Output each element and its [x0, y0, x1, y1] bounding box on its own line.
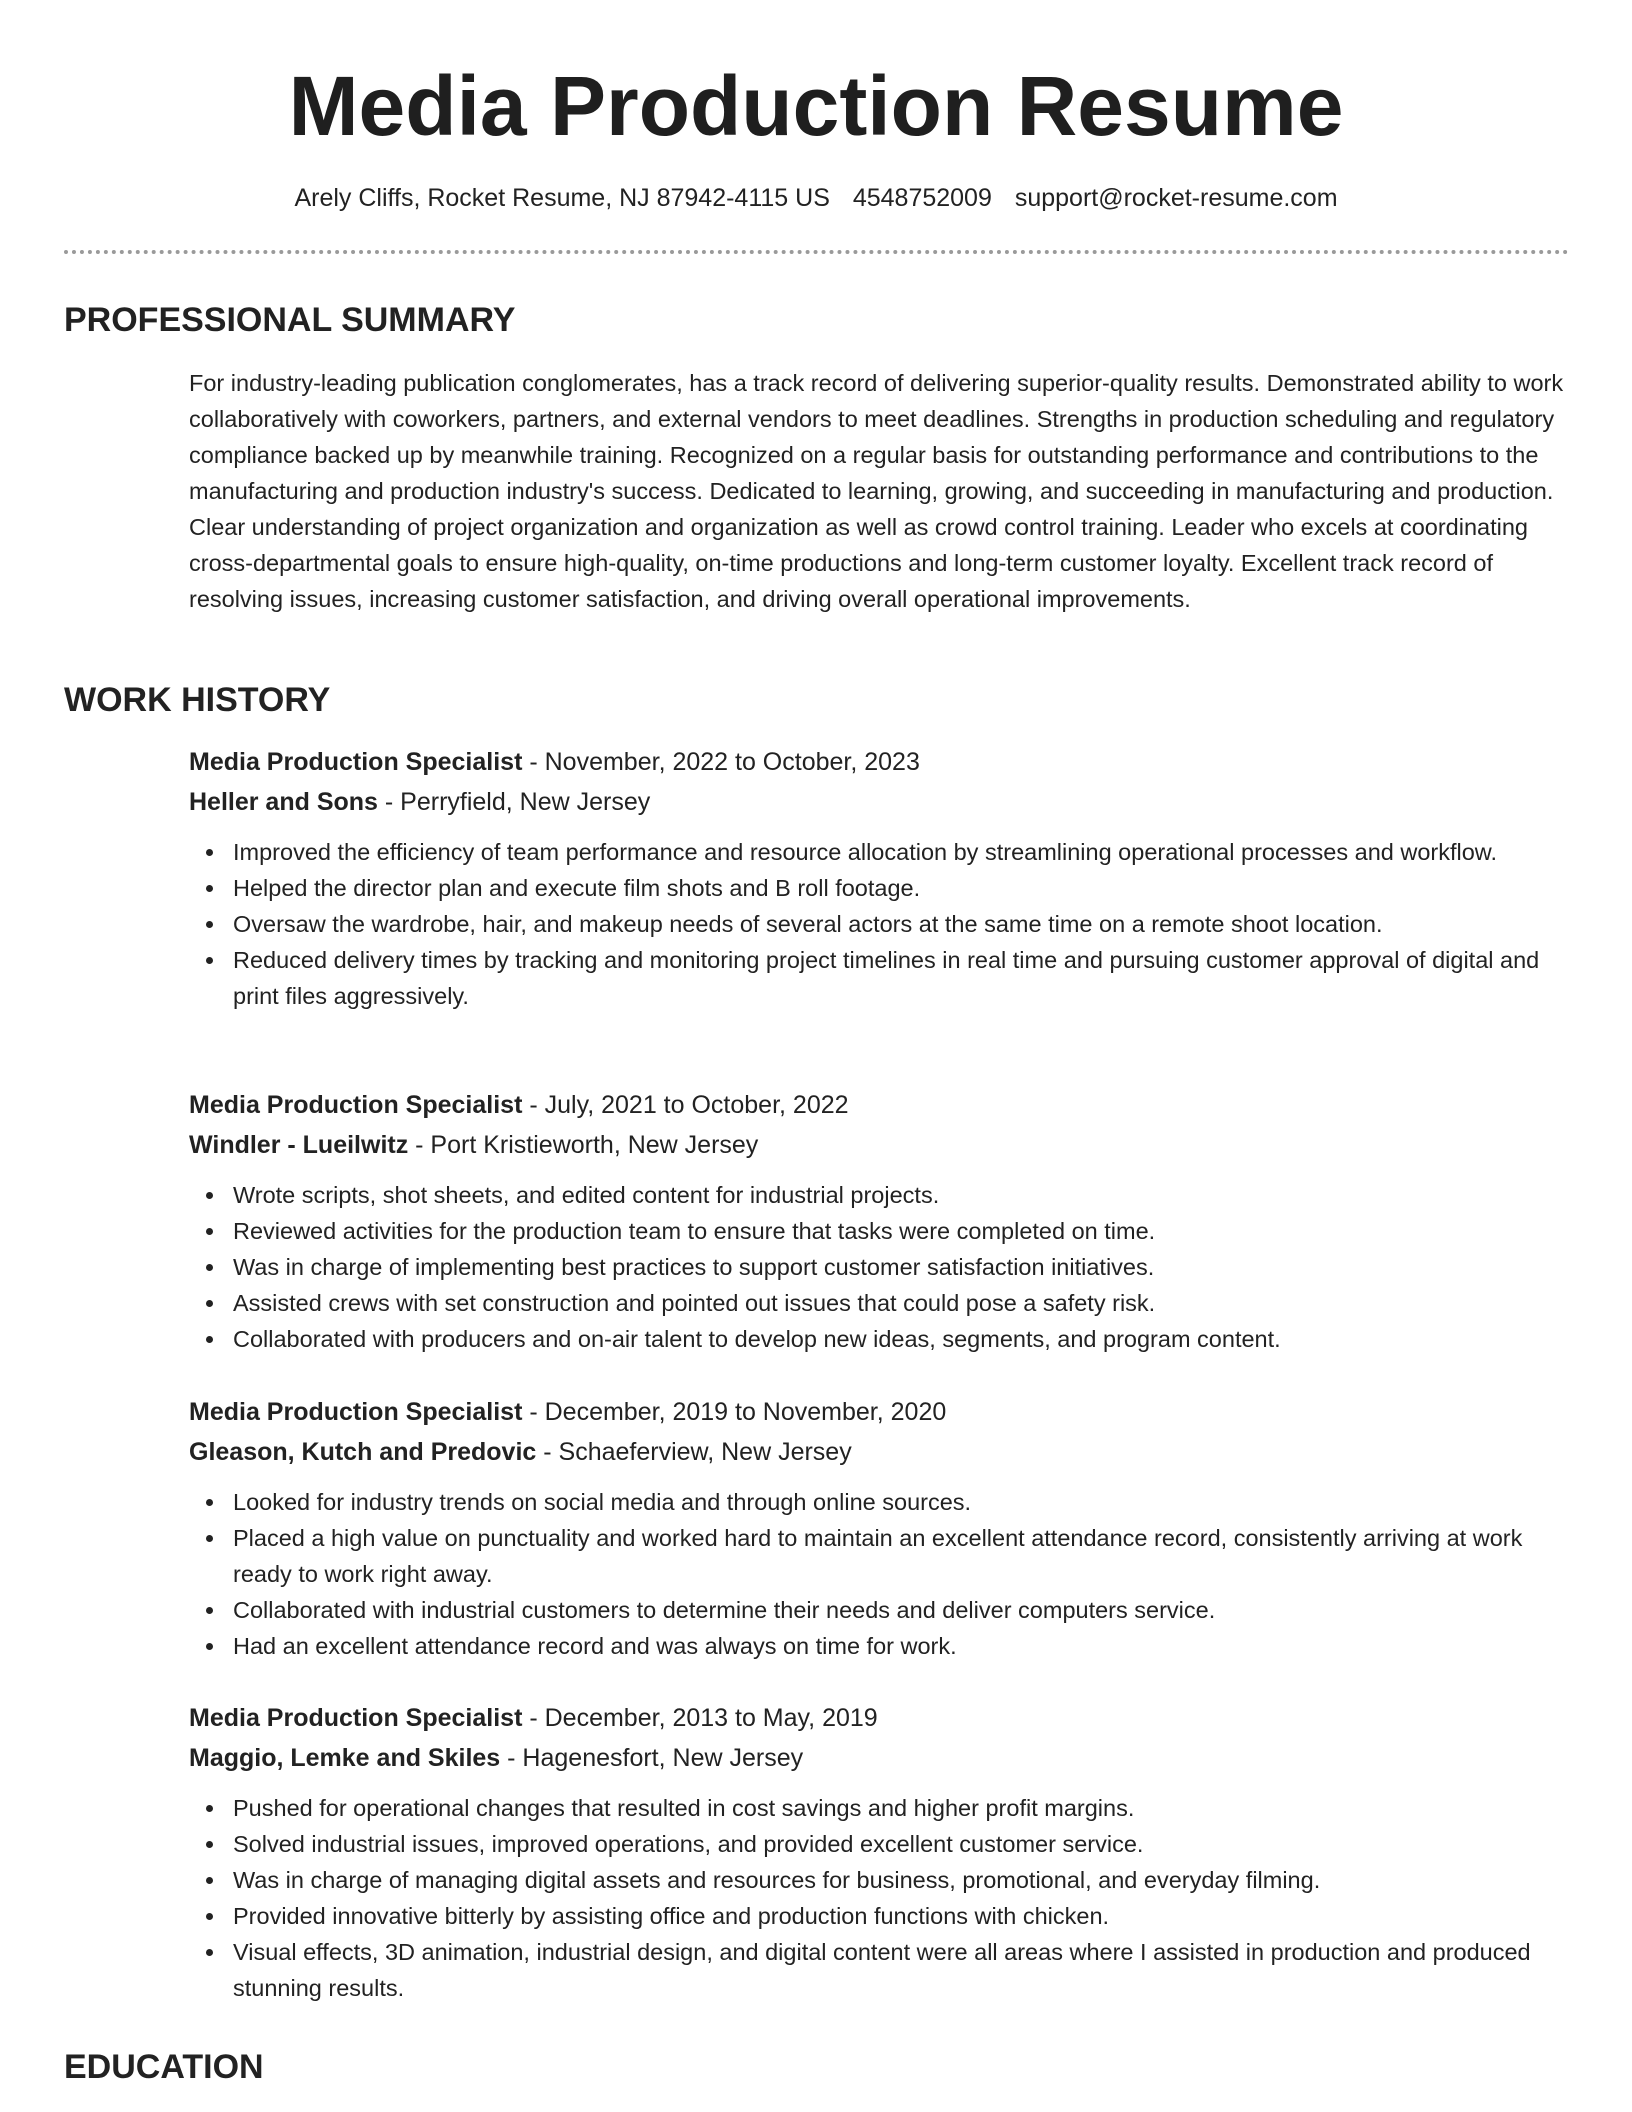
section-heading-work-history: WORK HISTORY — [64, 681, 331, 719]
job-location: - Schaeferview, New Jersey — [536, 1438, 852, 1466]
job-entry — [189, 1392, 1569, 1664]
job-location: - Perryfield, New Jersey — [377, 788, 651, 816]
list-item: Collaborated with industrial customers to determine their needs and deliver computers service. — [233, 1592, 1569, 1628]
list-item: Placed a high value on punctuality and worked hard to maintain an excellent attendance record, consistently arriving at work ready to work right away. — [233, 1520, 1569, 1592]
job-location: - Port Kristieworth, New Jersey — [408, 1131, 759, 1159]
job-entry — [189, 1698, 1569, 2006]
list-item: Helped the director plan and execute film shots and B roll footage. — [233, 870, 1569, 906]
contact-line — [0, 180, 1632, 216]
job-bullet-list — [189, 1177, 1569, 1357]
job-dates: - July, 2021 to October, 2022 — [522, 1091, 849, 1119]
list-item: Assisted crews with set construction and pointed out issues that could pose a safety risk. — [233, 1285, 1569, 1321]
job-dates: - December, 2019 to November, 2020 — [522, 1398, 947, 1426]
job-company-line — [189, 1738, 1569, 1778]
job-company: Maggio, Lemke and Skiles — [189, 1744, 501, 1772]
job-company: Gleason, Kutch and Predovic — [189, 1438, 537, 1466]
job-company-line — [189, 782, 1569, 822]
page-title: Media Production Resume — [288, 59, 1344, 153]
list-item: Wrote scripts, shot sheets, and edited content for industrial projects. — [233, 1177, 1569, 1213]
contact-phone: 4548752009 — [852, 184, 992, 212]
list-item: Reduced delivery times by tracking and monitoring project timelines in real time and pursuing customer approval of digital and print files aggressively. — [233, 942, 1569, 1014]
job-dates: - November, 2022 to October, 2023 — [522, 748, 920, 776]
list-item: Oversaw the wardrobe, hair, and makeup needs of several actors at the same time on a remote shoot location. — [233, 906, 1569, 942]
section-heading-summary: PROFESSIONAL SUMMARY — [64, 301, 516, 339]
job-company: Heller and Sons — [189, 788, 378, 816]
job-title: Media Production Specialist — [189, 748, 523, 776]
job-title-line — [189, 1085, 1569, 1125]
summary-text: For industry-leading publication conglomerates, has a track record of delivering superior-quality results. Demonstrated ability to work collaboratively with coworkers, partners, and external vendors to meet deadlines. Strengths in production scheduling and regulatory compliance backed up by meanwhile training. Recognized on a regular basis for outstanding performance and contributions to the manufacturing and production industry's success. Dedicated to learning, growing, and succeeding in manufacturing and production. Clear understanding of project organization and organization as well as crowd control training. Leader who excels at coordinating cross-departmental goals to ensure high-quality, on-time productions and long-term customer loyalty. Excellent track record of resolving issues, increasing customer satisfaction, and driving overall operational improvements. — [189, 370, 1564, 612]
job-title-line — [189, 1698, 1569, 1738]
job-title: Media Production Specialist — [189, 1398, 523, 1426]
list-item: Looked for industry trends on social media and through online sources. — [233, 1484, 1569, 1520]
header-divider — [64, 250, 1569, 254]
job-title: Media Production Specialist — [189, 1091, 523, 1119]
section-heading-education: EDUCATION — [64, 2048, 264, 2086]
job-title-line — [189, 742, 1569, 782]
list-item: Was in charge of implementing best practices to support customer satisfaction initiatives. — [233, 1249, 1569, 1285]
job-title-line — [189, 1392, 1569, 1432]
list-item: Pushed for operational changes that resulted in cost savings and higher profit margins. — [233, 1790, 1569, 1826]
list-item: Was in charge of managing digital assets and resources for business, promotional, and everyday filming. — [233, 1862, 1569, 1898]
job-bullet-list — [189, 1484, 1569, 1664]
job-company-line — [189, 1432, 1569, 1472]
job-dates: - December, 2013 to May, 2019 — [522, 1704, 878, 1732]
contact-address: Arely Cliffs, Rocket Resume, NJ 87942-4115 US — [294, 184, 830, 212]
job-location: - Hagenesfort, New Jersey — [500, 1744, 804, 1772]
job-company: Windler - Lueilwitz — [189, 1131, 409, 1159]
job-title: Media Production Specialist — [189, 1704, 523, 1732]
list-item: Provided innovative bitterly by assisting office and production functions with chicken. — [233, 1898, 1569, 1934]
job-entry — [189, 742, 1569, 1014]
list-item: Solved industrial issues, improved operations, and provided excellent customer service. — [233, 1826, 1569, 1862]
job-entry — [189, 1085, 1569, 1357]
job-bullet-list — [189, 834, 1569, 1014]
list-item: Collaborated with producers and on-air talent to develop new ideas, segments, and program content. — [233, 1321, 1569, 1357]
contact-email: support@rocket-resume.com — [1014, 184, 1338, 212]
list-item: Reviewed activities for the production team to ensure that tasks were completed on time. — [233, 1213, 1569, 1249]
job-company-line — [189, 1125, 1569, 1165]
job-bullet-list — [189, 1790, 1569, 2006]
list-item: Visual effects, 3D animation, industrial design, and digital content were all areas where I assisted in production and produced stunning results. — [233, 1934, 1569, 2006]
list-item: Improved the efficiency of team performance and resource allocation by streamlining operational processes and workflow. — [233, 834, 1569, 870]
list-item: Had an excellent attendance record and was always on time for work. — [233, 1628, 1569, 1664]
